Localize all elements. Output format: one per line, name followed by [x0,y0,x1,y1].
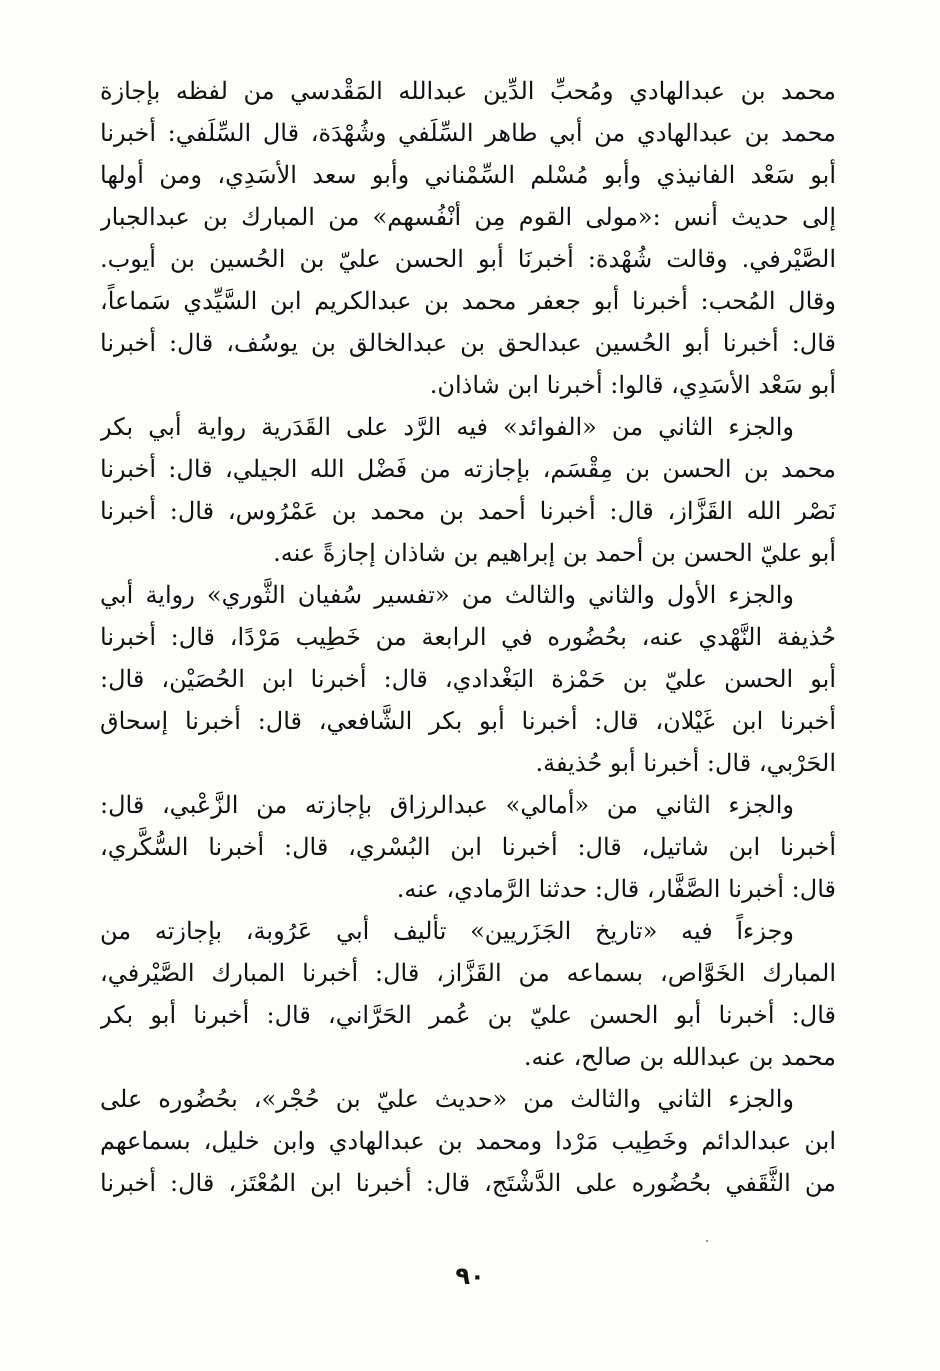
paragraph-first-line: والجزء الثاني من «أمالي» عبدالرزاق بإجازته من الزَّعْبي، قال: [100,791,794,819]
page-number: ٩٠ [455,1262,485,1290]
paragraph-first-line: والجزء الثاني من «الفوائد» فيه الرَّد على القَدَرية رواية أبي بكر [100,413,794,441]
text-line: وقال المُحب: أخبرنا أبو جعفر محمد بن عبدالكريم ابن السَّيِّدي سَماعاً، [100,287,836,315]
text-line: محمد بن عبدالهادي ومُحبِّ الدِّين عبدالله المَقْدسي من لفظه بإجازة [100,77,836,105]
text-line: أخبرنا ابن غَيْلان، قال: أخبرنا أبو بكر الشَّافعي، قال: أخبرنا إسحاق [100,707,836,735]
text-line: من الثَّقَفي بحُضُوره على الدَّشْتَج، قال: أخبرنا ابن المُعْتَز، قال: أخبرنا [100,1169,836,1197]
text-line: محمد بن عبدالهادي من أبي طاهر السِّلَفي وشُهْدَة، قال السِّلَفي: أخبرنا [100,119,836,147]
text-line: حُذيفة النَّهْدي عنه، بحُضُوره في الرابعة من خَطِيب مَرْدًا، قال: أخبرنا [100,623,836,651]
body-text [100,70,836,1204]
text-line: قال: أخبرنا أبو الحُسين عبدالحق بن عبدالخالق بن يوسُف، قال: أخبرنا [100,329,836,357]
text-line: ابن عبدالدائم وخَطِيب مَرْدا ومحمد بن عبدالهادي وابن خليل، بسماعهم [100,1127,836,1155]
text-line: أبو عليّ الحسن بن أحمد بن إبراهيم بن شاذان إجازةً عنه. [273,539,836,567]
text-line: نَصْر الله القَزَّاز، قال: أخبرنا أحمد بن محمد بن عَمْرُوس، قال: أخبرنا [100,497,836,525]
text-line: قال: أخبرنا أبو الحسن عليّ بن عُمر الحَرَّاني، قال: أخبرنا أبو بكر [100,1001,836,1029]
text-line: محمد بن الحسن بن مِقْسَم، بإجازته من فَضْل الله الجيلي، قال: أخبرنا [100,455,836,483]
text-line: أخبرنا ابن شاتيل، قال: أخبرنا ابن البُسْري، قال: أخبرنا السُّكَّري، [100,833,836,861]
text-line: أبو سَعْد الفانيذي وأبو مُسْلم السِّمْناني وأبو سعد الأسَدِي، ومن أولها [100,161,836,189]
paragraph-first-line: وجزءاً فيه «تاريخ الجَزَريين» تأليف أبي عَرُوبة، بإجازته من [100,917,794,945]
text-line: الصَّيْرفي. وقالت شُهْدة: أخبرنَا أبو الحسن عليّ بن الحُسين بن أيوب. [100,245,836,273]
scan-speck [706,1240,708,1242]
text-line: أبو الحسن عليّ بن حَمْزة البَغْدادي، قال: أخبرنا ابن الحُصَيْن، قال: [100,665,836,693]
text-line: قال: أخبرنا الصَّفَّار، قال: حدثنا الرَّمادي، عنه. [396,875,836,903]
text-line: إلى حديث أنس :«مولى القوم مِن أنْفُسهم» من المبارك بن عبدالجبار [100,203,836,231]
text-line: الحَرْبي، قال: أخبرنا أبو حُذيفة. [535,749,836,777]
paragraph-first-line: والجزء الثاني والثالث من «حديث عليّ بن حُجْر»، بحُضُوره على [100,1085,794,1113]
text-line: المبارك الخَوَّاص، بسماعه من القَزَّاز، قال: أخبرنا المبارك الصَّيْرفي، [100,959,836,987]
paragraph-first-line: والجزء الأول والثاني والثالث من «تفسير سُفيان الثَّوري» رواية أبي [100,581,794,609]
text-line: أبو سَعْد الأسَدِي، قالوا: أخبرنا ابن شاذان. [429,371,836,399]
text-line: محمد بن عبدالله بن صالح، عنه. [523,1043,836,1071]
